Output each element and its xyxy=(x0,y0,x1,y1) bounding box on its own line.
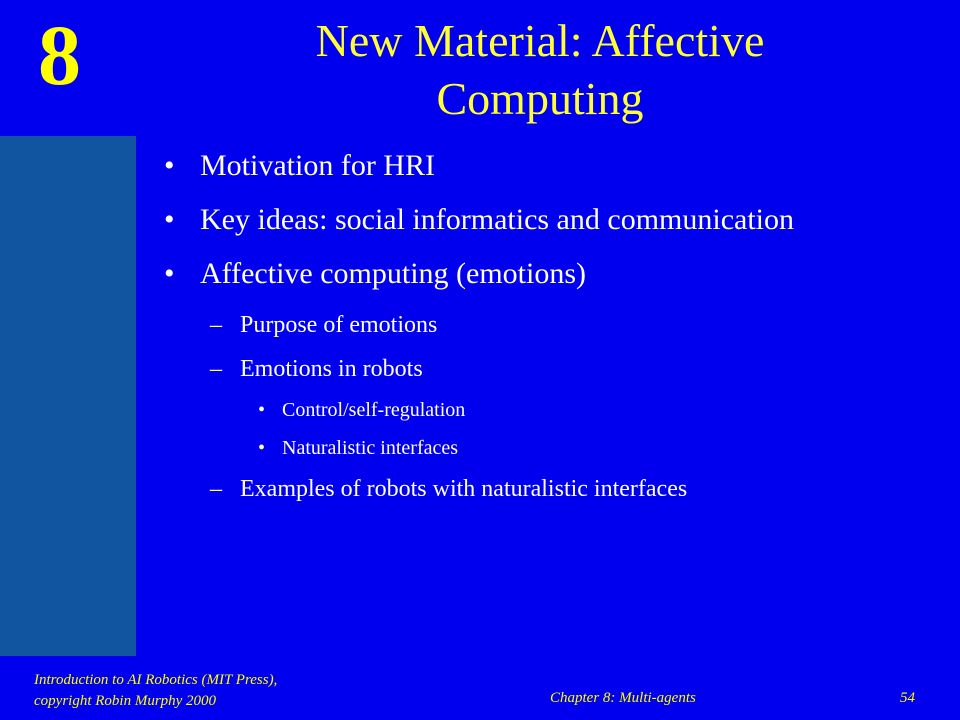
bullet-item xyxy=(164,256,904,292)
title-line-2: Computing xyxy=(436,73,644,124)
footer-credit xyxy=(34,670,277,712)
side-bar xyxy=(0,136,136,656)
bullet-icon: • xyxy=(258,437,266,459)
dash-icon: – xyxy=(210,476,222,502)
sub-bullet-text: Examples of robots with naturalistic interfaces xyxy=(240,476,688,502)
dash-icon: – xyxy=(210,312,222,338)
bullet-text: Affective computing (emotions) xyxy=(200,257,587,290)
bullet-icon: • xyxy=(164,203,175,236)
sub-sub-bullet-text: Control/self-regulation xyxy=(282,399,466,421)
bullet-text: Key ideas: social informatics and communication xyxy=(200,203,794,236)
bullet-text: Motivation for HRI xyxy=(200,149,435,182)
sub-bullet-text: Purpose of emotions xyxy=(240,312,438,338)
bullet-icon: • xyxy=(164,149,175,182)
page-number: 54 xyxy=(900,690,915,706)
bullet-icon: • xyxy=(164,257,175,290)
sub-bullet-item xyxy=(164,354,904,384)
sub-sub-bullet-item xyxy=(164,398,904,422)
footer-credit-line-1: Introduction to AI Robotics (MIT Press), xyxy=(34,672,278,688)
bullet-item xyxy=(164,202,904,238)
dash-icon: – xyxy=(210,356,222,382)
sub-sub-bullet-text: Naturalistic interfaces xyxy=(282,437,459,459)
bullet-item xyxy=(164,148,904,184)
footer-credit-line-2: copyright Robin Murphy 2000 xyxy=(34,693,217,709)
chapter-number: 8 xyxy=(38,7,81,103)
bullet-icon: • xyxy=(258,399,266,421)
sub-bullet-item xyxy=(164,474,904,504)
slide-title xyxy=(210,12,870,128)
footer-chapter: Chapter 8: Multi-agents xyxy=(550,690,696,706)
title-line-1: New Material: Affective xyxy=(315,15,765,66)
bullet-list xyxy=(164,148,904,518)
sub-bullet-item xyxy=(164,310,904,340)
sub-bullet-text: Emotions in robots xyxy=(240,356,423,382)
sub-sub-bullet-item xyxy=(164,436,904,460)
